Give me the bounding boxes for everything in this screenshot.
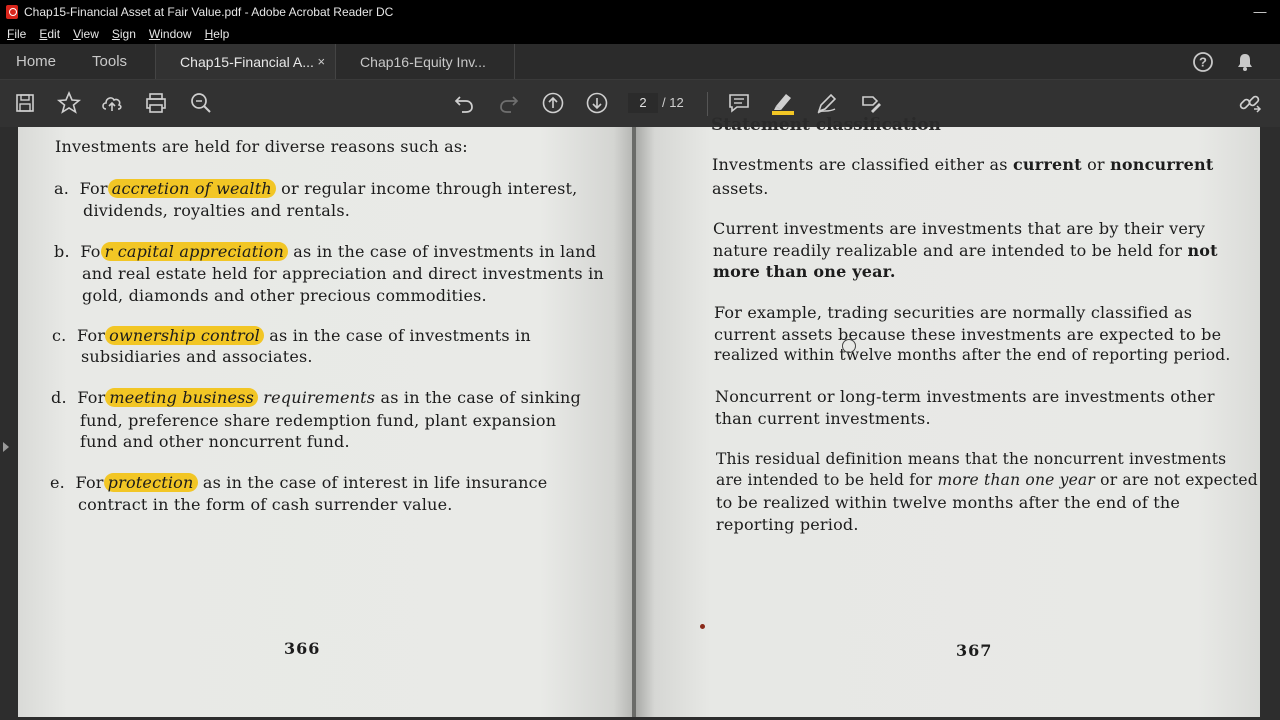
page-number-footer: 367 bbox=[956, 641, 993, 660]
menu-help[interactable]: Help bbox=[204, 26, 230, 41]
list-item-c: c. For ownership control as in the case of investments in bbox=[52, 326, 531, 345]
svg-text:?: ? bbox=[1199, 54, 1207, 69]
upload-cloud-icon[interactable] bbox=[100, 91, 124, 115]
star-bookmark-icon[interactable] bbox=[57, 91, 81, 115]
menu-bar bbox=[0, 23, 1280, 44]
share-link-icon[interactable] bbox=[1238, 91, 1262, 115]
paragraph-5-line4: reporting period. bbox=[716, 515, 859, 534]
paragraph-1-line2: assets. bbox=[712, 179, 769, 198]
list-item-b: b. Fo r capital appreciation as in the case of investments in land bbox=[54, 242, 597, 261]
menu-file[interactable]: File bbox=[7, 26, 27, 41]
fill-sign-icon[interactable] bbox=[859, 91, 883, 115]
paragraph-2-line2: nature readily realizable and are intended to be held for not bbox=[713, 241, 1218, 260]
paragraph-3-line3: realized within twelve months after the end of reporting period. bbox=[714, 346, 1231, 364]
print-icon[interactable] bbox=[144, 91, 168, 115]
paragraph-2-line3: more than one year. bbox=[713, 262, 896, 281]
help-icon[interactable] bbox=[1182, 44, 1224, 79]
redo-icon[interactable] bbox=[497, 91, 521, 115]
tab-document-label: Chap16-Equity Inv... bbox=[360, 53, 486, 70]
tab-bar bbox=[0, 44, 1280, 80]
zoom-search-icon[interactable] bbox=[189, 91, 213, 115]
save-icon[interactable] bbox=[13, 91, 37, 115]
paragraph-5-line1: This residual definition means that the noncurrent investments bbox=[716, 450, 1227, 468]
section-heading: Statement classification bbox=[711, 115, 941, 135]
paragraph-3-line1: For example, trading securities are normally classified as bbox=[714, 303, 1193, 322]
list-item-d-line2: fund, preference share redemption fund, plant expansion bbox=[80, 411, 557, 430]
paragraph-3-line2: current assets because these investments are expected to be bbox=[714, 325, 1222, 344]
acrobat-logo-icon bbox=[6, 5, 18, 19]
next-page-icon[interactable] bbox=[585, 91, 609, 115]
tab-document-label: Chap15-Financial A... bbox=[180, 53, 314, 70]
paragraph-4-line2: than current investments. bbox=[715, 409, 931, 428]
menu-edit[interactable]: Edit bbox=[39, 26, 61, 41]
page-total: / 12 bbox=[662, 95, 684, 110]
list-item-b-line2: and real estate held for appreciation and direct investments in bbox=[82, 264, 604, 283]
pdf-page-367 bbox=[636, 115, 1260, 717]
minimize-button[interactable]: — bbox=[1253, 4, 1267, 19]
paragraph-5-line3: to be realized within twelve months after the end of the bbox=[716, 493, 1181, 512]
highlight[interactable]: protection bbox=[104, 473, 198, 492]
highlighter-icon[interactable] bbox=[771, 91, 795, 115]
paragraph-1-line1: Investments are classified either as current or noncurrent bbox=[712, 155, 1214, 174]
mouse-cursor-icon bbox=[842, 339, 856, 353]
list-item-b-line3: gold, diamonds and other precious commodities. bbox=[82, 286, 487, 305]
paragraph-4-line1: Noncurrent or long-term investments are investments other bbox=[715, 387, 1215, 406]
tab-bar-spacer bbox=[515, 44, 1182, 79]
menu-view[interactable]: View bbox=[73, 26, 99, 41]
undo-icon[interactable] bbox=[452, 91, 476, 115]
previous-page-icon[interactable] bbox=[541, 91, 565, 115]
pdf-page-366 bbox=[18, 127, 632, 717]
tab-tools[interactable]: Tools bbox=[92, 53, 128, 70]
document-viewer[interactable] bbox=[0, 115, 1280, 720]
page-number-input[interactable]: 2 bbox=[628, 93, 658, 113]
expand-side-panel-icon[interactable] bbox=[3, 442, 9, 452]
paragraph-5-line2: are intended to be held for more than one year or are not expected bbox=[716, 471, 1258, 489]
title-bar bbox=[0, 0, 1280, 23]
highlight[interactable]: meeting business bbox=[105, 388, 258, 407]
paragraph-2-line1: Current investments are investments that are by their very bbox=[713, 219, 1206, 238]
tab-document-chap16[interactable] bbox=[335, 44, 515, 79]
window-title: Chap15-Financial Asset at Fair Value.pdf - Adobe Acrobat Reader DC bbox=[24, 4, 394, 19]
highlight[interactable]: ownership control bbox=[105, 326, 264, 345]
intro-text: Investments are held for diverse reasons such as: bbox=[55, 137, 468, 156]
list-item-d-line3: fund and other noncurrent fund. bbox=[80, 432, 350, 451]
menu-window[interactable]: Window bbox=[148, 26, 192, 41]
main-toolbar bbox=[0, 80, 1280, 127]
page-speck bbox=[700, 624, 705, 629]
draw-pen-icon[interactable] bbox=[815, 91, 839, 115]
page-number-footer: 366 bbox=[284, 639, 321, 658]
close-tab-icon[interactable]: × bbox=[317, 54, 326, 69]
list-item-a-line2: dividends, royalties and rentals. bbox=[83, 201, 351, 220]
highlight[interactable]: accretion of wealth bbox=[108, 179, 276, 198]
comment-icon[interactable] bbox=[727, 91, 751, 115]
list-item-d: d. For meeting business requirements as in the case of sinking bbox=[51, 388, 581, 407]
toolbar-divider bbox=[707, 92, 708, 116]
list-item-a: a. For accretion of wealth or regular income through interest, bbox=[54, 179, 578, 198]
menu-sign[interactable]: Sign bbox=[111, 26, 136, 41]
list-item-e-line2: contract in the form of cash surrender value. bbox=[78, 495, 453, 514]
list-item-c-line2: subsidiaries and associates. bbox=[81, 347, 313, 366]
list-item-e: e. For protection as in the case of interest in life insurance bbox=[50, 473, 548, 492]
highlight[interactable]: r capital appreciation bbox=[101, 242, 288, 261]
tab-home[interactable]: Home bbox=[16, 53, 57, 70]
tab-document-chap15[interactable] bbox=[155, 44, 335, 79]
notifications-bell-icon[interactable] bbox=[1224, 44, 1266, 79]
